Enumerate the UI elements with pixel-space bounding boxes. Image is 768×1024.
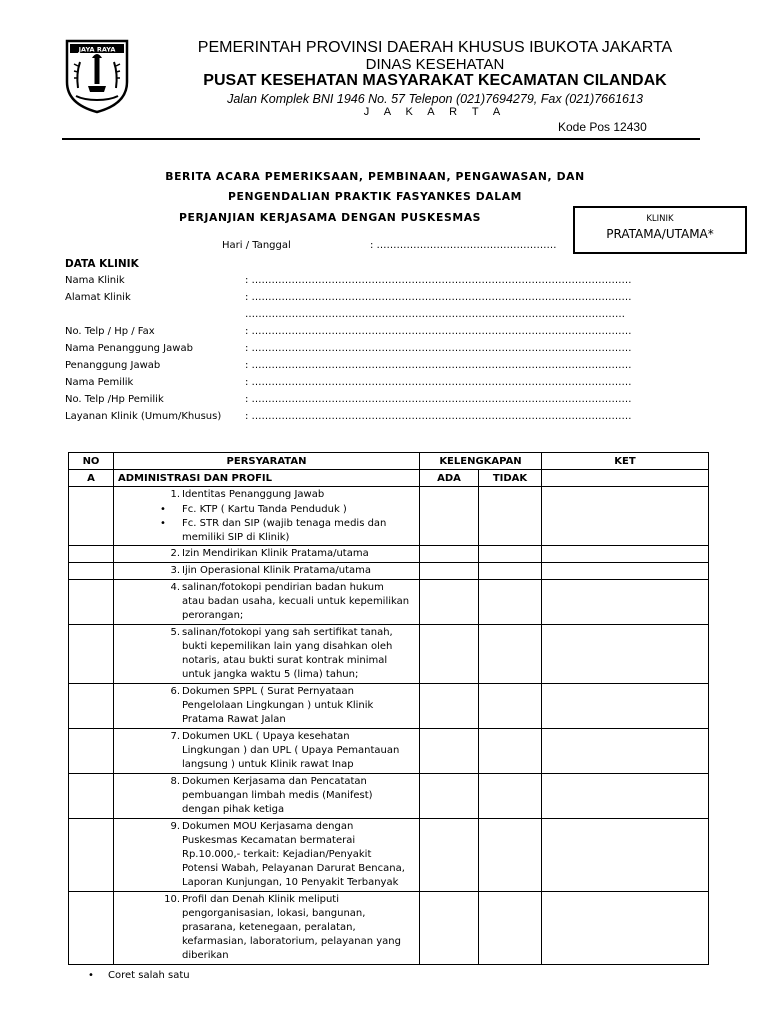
requirement-sub-item [114,503,419,517]
row-ket-cell[interactable] [542,563,709,580]
header-no: NO [69,453,114,470]
table-row [69,546,709,563]
field-blank-line: : …………………………………………………………………………………………………… [245,343,632,354]
table-row [69,625,709,684]
klinik-type-label: KLINIK [646,214,674,224]
row-tidak-checkbox-cell[interactable] [479,487,542,546]
row-ada-checkbox-cell[interactable] [420,729,479,774]
requirement-number: 6. [170,686,180,697]
hari-tanggal-blank: : ……………………………………………… [370,240,557,251]
requirement-item [114,729,419,773]
row-tidak-checkbox-cell[interactable] [479,774,542,819]
header-institution-line: PUSAT KESEHATAN MASYARAKAT KECAMATAN CILANDAK [203,72,667,89]
requirement-item [114,819,419,891]
header-ket: KET [542,453,709,470]
field-label: No. Telp / Hp / Fax [65,326,155,337]
requirement-text-line: langsung ) untuk Klinik rawat Inap [182,759,354,770]
requirement-text-line: kefarmasian, laboratorium, pelayanan yang [182,936,401,947]
section-label: ADMINISTRASI DAN PROFIL [114,470,420,487]
requirement-number: 3. [170,565,180,576]
header-government-line: PEMERINTAH PROVINSI DAERAH KHUSUS IBUKOTA JAKARTA [197,39,673,56]
field-blank-line: : …………………………………………………………………………………………………… [245,292,632,303]
field-blank-line: : …………………………………………………………………………………………………… [245,377,632,388]
field-label: Penanggung Jawab [65,360,161,371]
row-requirement-cell [114,684,420,729]
row-requirement-cell [114,487,420,546]
row-ada-checkbox-cell[interactable] [420,625,479,684]
requirement-text-line: diberikan [182,950,229,961]
row-requirement-cell [114,563,420,580]
table-row [69,563,709,580]
requirement-text-line: Puskesmas Kecamatan bermaterai [182,835,356,846]
header-divider [62,138,700,140]
requirement-text-line: Laporan Kunjungan, 10 Penyakit Terbanyak [182,877,399,888]
row-requirement-cell [114,546,420,563]
requirement-text-line: Profil dan Denah Klinik meliputi [182,894,339,905]
requirement-text-line: Dokumen SPPL ( Surat Pernyataan [182,686,354,697]
field-blank-line: : …………………………………………………………………………………………………… [245,360,632,371]
row-ket-cell[interactable] [542,892,709,965]
row-ada-checkbox-cell[interactable] [420,819,479,892]
requirement-text-line: atau badan usaha, kecuali untuk kepemilikan [182,596,410,607]
requirement-text-line: Pengelolaan Lingkungan ) untuk Klinik [182,700,374,711]
requirement-text-line: dengan pihak ketiga [182,804,285,815]
header-ada: ADA [420,470,479,487]
requirement-text-line: pengorganisasian, lokasi, bangunan, [182,908,366,919]
requirement-item [114,546,419,562]
header-kelengkapan: KELENGKAPAN [420,453,542,470]
requirement-text-line: salinan/fotokopi pendirian badan hukum [182,582,384,593]
row-ket-cell[interactable] [542,684,709,729]
row-ket-cell[interactable] [542,729,709,774]
table-row [69,580,709,625]
field-blank-line: : …………………………………………………………………………………………………… [245,394,632,405]
requirements-table [68,452,709,965]
requirement-item [114,563,419,579]
requirement-number: 4. [170,582,180,593]
requirement-number: 8. [170,776,180,787]
requirement-item [114,580,419,624]
header-address-line: Jalan Komplek BNI 1946 No. 57 Telepon (021)7694279, Fax (021)7661613 [227,92,643,106]
document-title-line-1: BERITA ACARA PEMERIKSAAN, PEMBINAAN, PENGAWASAN, DAN [165,170,585,183]
header-tidak: TIDAK [479,470,542,487]
requirement-text-line: bukti kepemilikan lain yang disahkan oleh [182,641,393,652]
bullet-icon: • [160,518,166,529]
row-requirement-cell [114,729,420,774]
row-no-cell [69,892,114,965]
data-klinik-field [65,377,705,391]
jakarta-coat-of-arms-logo [64,38,130,114]
data-klinik-field [65,326,705,340]
field-blank-line: : …………………………………………………………………………………………………… [245,326,632,337]
footnote-bullet: • [88,970,94,981]
row-ada-checkbox-cell[interactable] [420,580,479,625]
row-tidak-checkbox-cell[interactable] [479,625,542,684]
table-header-row [69,453,709,470]
table-row [69,774,709,819]
row-no-cell [69,625,114,684]
row-ket-cell[interactable] [542,546,709,563]
table-section-row [69,470,709,487]
row-requirement-cell [114,580,420,625]
row-ada-checkbox-cell[interactable] [420,487,479,546]
row-ket-cell[interactable] [542,487,709,546]
row-ket-cell[interactable] [542,580,709,625]
row-tidak-checkbox-cell[interactable] [479,580,542,625]
field-label: Nama Pemilik [65,377,134,388]
row-no-cell [69,684,114,729]
field-label: No. Telp /Hp Pemilik [65,394,164,405]
row-ada-checkbox-cell[interactable] [420,563,479,580]
field-blank-line: …………………………………………………………………………………………………… [245,309,625,320]
data-klinik-field [65,292,705,306]
sub-item-text-line: memiliki SIP di Klinik) [182,532,290,543]
table-row [69,684,709,729]
data-klinik-field [65,360,705,374]
row-ada-checkbox-cell[interactable] [420,684,479,729]
table-row [69,487,709,546]
field-label: Nama Klinik [65,275,125,286]
requirement-text-line: Lingkungan ) dan UPL ( Upaya Pemantauan [182,745,400,756]
row-tidak-checkbox-cell[interactable] [479,892,542,965]
requirement-sub-item [114,517,419,545]
requirement-text-line: prasarana, ketenegaan, peralatan, [182,922,356,933]
requirement-item [114,774,419,818]
row-no-cell [69,487,114,546]
requirements-body [69,487,709,965]
requirement-text-line: notaris, atau bukti surat kontrak minimal [182,655,388,666]
header-city-line: J A K A R T A [363,106,507,118]
header-postal-code: Kode Pos 12430 [558,120,647,134]
requirement-text-line: Dokumen MOU Kerjasama dengan [182,821,354,832]
footnote-text: Coret salah satu [108,970,190,981]
row-tidak-checkbox-cell[interactable] [479,729,542,774]
row-ket-cell[interactable] [542,625,709,684]
field-label: Layanan Klinik (Umum/Khusus) [65,411,222,422]
table-row [69,819,709,892]
requirement-number: 5. [170,627,180,638]
requirement-number: 1. [170,489,180,500]
data-klinik-field [65,275,705,289]
requirement-item [114,487,419,503]
table-row [69,729,709,774]
row-requirement-cell [114,774,420,819]
requirement-item [114,892,419,964]
requirement-text-line: pembuangan limbah medis (Manifest) [182,790,373,801]
sub-item-text-line: Fc. KTP ( Kartu Tanda Penduduk ) [182,504,347,515]
row-no-cell [69,774,114,819]
requirement-text-line: Dokumen Kerjasama dan Pencatatan [182,776,367,787]
data-klinik-field [65,411,705,425]
hari-tanggal-label: Hari / Tanggal [222,240,291,251]
requirement-text-line: Potensi Wabah, Pelayanan Darurat Bencana, [182,863,405,874]
row-ket-cell[interactable] [542,774,709,819]
table-row [69,892,709,965]
klinik-type-value: PRATAMA/UTAMA* [606,227,714,241]
row-ada-checkbox-cell[interactable] [420,774,479,819]
row-ada-checkbox-cell[interactable] [420,546,479,563]
field-blank-line: : …………………………………………………………………………………………………… [245,275,632,286]
requirement-text-line: Ijin Operasional Klinik Pratama/utama [182,565,371,576]
logo-text: JAYA RAYA [78,45,116,54]
requirement-text-line: Izin Mendirikan Klinik Pratama/utama [182,548,369,559]
field-label: Nama Penanggung Jawab [65,343,193,354]
row-ket-cell[interactable] [542,819,709,892]
requirement-number: 7. [170,731,180,742]
row-requirement-cell [114,892,420,965]
requirement-item [114,684,419,728]
row-no-cell [69,729,114,774]
klinik-type-box [573,206,747,254]
row-no-cell [69,819,114,892]
document-title-line-2: PENGENDALIAN PRAKTIK FASYANKES DALAM [227,190,523,203]
row-tidak-checkbox-cell[interactable] [479,563,542,580]
requirement-item [114,625,419,683]
bullet-icon: • [160,504,166,515]
row-no-cell [69,580,114,625]
requirement-number: 2. [170,548,180,559]
requirement-text-line: Rp.10.000,- terkait: Kejadian/Penyakit [182,849,372,860]
data-klinik-field [65,394,705,408]
requirement-number: 9. [170,821,180,832]
row-requirement-cell [114,625,420,684]
row-tidak-checkbox-cell[interactable] [479,546,542,563]
requirement-text-line: salinan/fotokopi yang sah sertifikat tanah, [182,627,393,638]
data-klinik-field [65,343,705,357]
header-ket-blank [542,470,709,487]
field-blank-line: : …………………………………………………………………………………………………… [245,411,632,422]
requirement-text-line: Pratama Rawat Jalan [182,714,286,725]
requirement-number: 10. [164,894,180,905]
row-tidak-checkbox-cell[interactable] [479,819,542,892]
row-no-cell [69,546,114,563]
data-klinik-field [65,309,705,323]
field-label: Alamat Klinik [65,292,131,303]
row-no-cell [69,563,114,580]
requirement-text-line: Identitas Penanggung Jawab [182,489,325,500]
section-letter: A [69,470,114,487]
row-ada-checkbox-cell[interactable] [420,892,479,965]
document-title-line-3: PERJANJIAN KERJASAMA DENGAN PUSKESMAS [178,211,482,224]
row-requirement-cell [114,819,420,892]
sub-item-text-line: Fc. STR dan SIP (wajib tenaga medis dan [182,518,387,529]
header-persyaratan: PERSYARATAN [114,453,420,470]
hari-tanggal-field [222,240,557,251]
requirement-text-line: perorangan; [182,610,244,621]
requirement-text-line: Dokumen UKL ( Upaya kesehatan [182,731,350,742]
requirement-text-line: untuk jangka waktu 5 (lima) tahun; [182,669,359,680]
data-klinik-heading: DATA KLINIK [65,258,139,270]
row-tidak-checkbox-cell[interactable] [479,684,542,729]
header-department-line: DINAS KESEHATAN [365,56,505,73]
